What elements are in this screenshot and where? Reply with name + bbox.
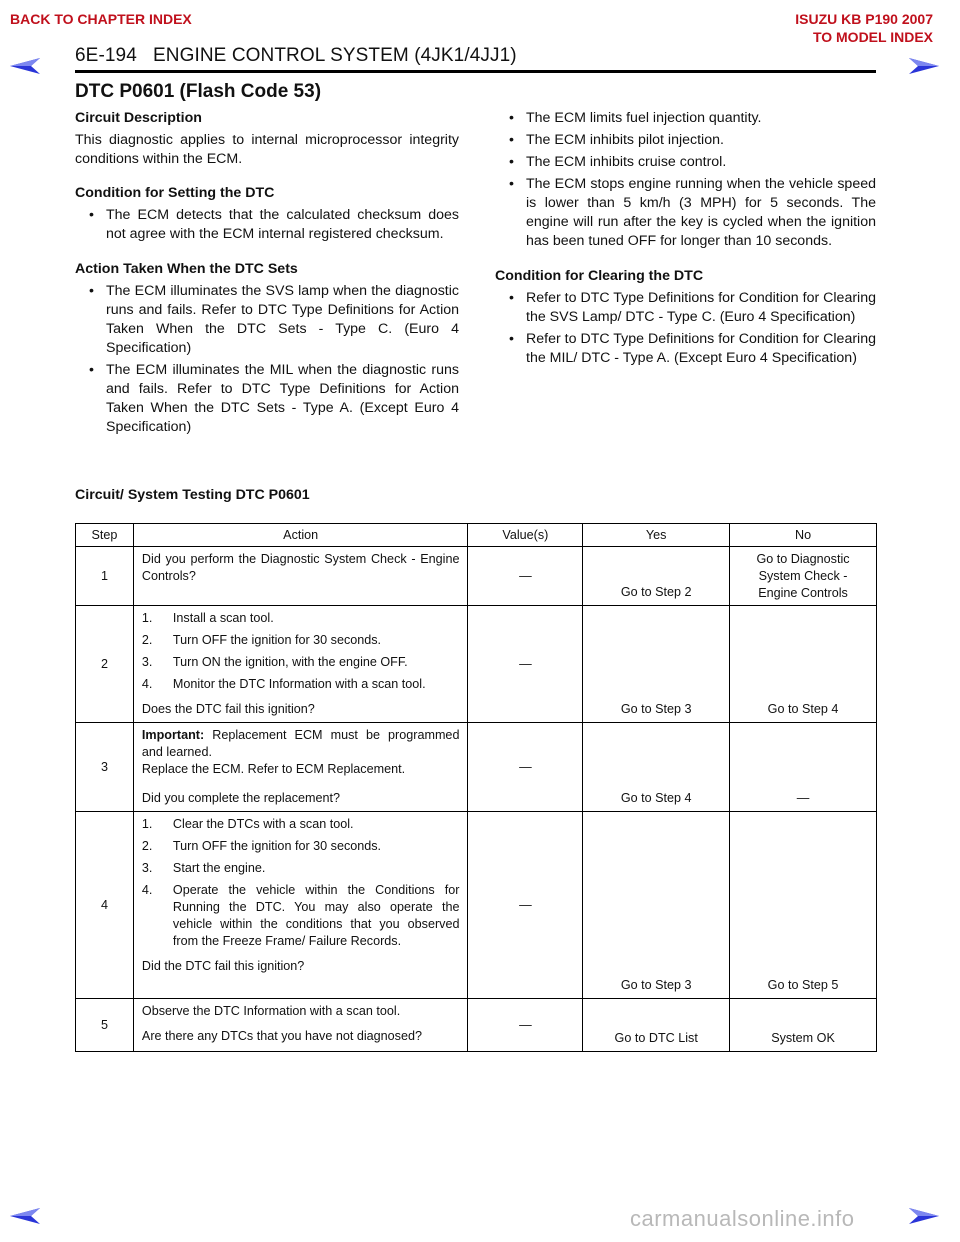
list-item: 4. Operate the vehicle within the Conditions for Running the DTC. You may also operate the vehicle within the conditions that you observed from the Freeze Frame/ Failure Records.	[141, 883, 460, 948]
step-number: 1	[76, 547, 134, 606]
action-taken-list	[75, 282, 459, 437]
step-question: Are there any DTCs that you have not diagnosed?	[141, 1029, 422, 1043]
header-rule	[75, 70, 876, 73]
right-column	[495, 109, 876, 371]
column-header-yes: Yes	[583, 524, 730, 547]
condition-clearing-list	[495, 289, 876, 368]
step-action-list	[142, 816, 460, 950]
step-value: —	[468, 547, 583, 606]
list-item: 4. Monitor the DTC Information with a scan tool.	[141, 677, 426, 691]
step-value: —	[468, 812, 583, 999]
condition-setting-heading: Condition for Setting the DTC	[75, 185, 275, 201]
left-column	[75, 109, 459, 440]
list-item: 3. Turn ON the ignition, with the engine OFF.	[141, 655, 408, 669]
table-row	[76, 606, 877, 723]
step-number: 5	[76, 999, 134, 1052]
list-item: 1. Install a scan tool.	[141, 611, 274, 625]
step-number: 3	[76, 723, 134, 812]
list-item: • The ECM illuminates the MIL when the diagnostic runs and fails. Refer to DTC Type Definitions for Action Taken When the DTC Sets - Type A. (Except Euro 4 Specification)	[75, 361, 459, 437]
list-item: • Refer to DTC Type Definitions for Condition for Clearing the SVS Lamp/ DTC - Type C. (Euro 4 Specification)	[495, 289, 876, 327]
list-item: • The ECM limits fuel injection quantity.	[495, 109, 876, 128]
step-no: Go to Step 5	[730, 812, 877, 999]
step-yes: Go to Step 2	[583, 547, 730, 606]
column-header-values: Value(s)	[468, 524, 583, 547]
table-row	[76, 723, 877, 812]
previous-page-arrow-icon[interactable]	[10, 58, 40, 74]
step-value: —	[468, 606, 583, 723]
watermark: carmanualsonline.info	[630, 1206, 855, 1231]
action-taken-heading: Action Taken When the DTC Sets	[75, 261, 298, 277]
list-item: 2. Turn OFF the ignition for 30 seconds.	[141, 633, 382, 647]
page-header-title: 6E-194 ENGINE CONTROL SYSTEM (4JK1/4JJ1)	[75, 45, 517, 66]
diagnostic-steps-table	[75, 523, 877, 1052]
list-item: 2. Turn OFF the ignition for 30 seconds.	[141, 839, 382, 853]
step-no: —	[730, 723, 877, 812]
list-item: • The ECM illuminates the SVS lamp when the diagnostic runs and fails. Refer to DTC Type Definitions for Action Taken When the DTC Sets - Type C. (Euro 4 Specification)	[75, 282, 459, 358]
back-to-chapter-index-link[interactable]: BACK TO CHAPTER INDEX	[10, 11, 192, 27]
step-number: 2	[76, 606, 134, 723]
model-name-link[interactable]: ISUZU KB P190 2007	[795, 11, 933, 27]
column-header-step: Step	[76, 524, 134, 547]
step-no: Go to Step 4	[730, 606, 877, 723]
step-yes: Go to Step 3	[583, 812, 730, 999]
important-text: Replacement ECM must be programmed and learned.	[141, 728, 460, 759]
step-question: Did the DTC fail this ignition?	[141, 959, 305, 973]
step-no: System OK	[730, 999, 877, 1052]
step-action	[133, 812, 468, 999]
step-action-text: Did you perform the Diagnostic System Check - Engine Controls?	[141, 552, 460, 583]
circuit-description-heading: Circuit Description	[75, 110, 202, 126]
table-row	[76, 812, 877, 999]
list-item: 1. Clear the DTCs with a scan tool.	[141, 817, 354, 831]
column-header-no: No	[730, 524, 877, 547]
step-yes: Go to Step 4	[583, 723, 730, 812]
list-item: • The ECM inhibits cruise control.	[495, 153, 876, 172]
step-no: Go to Diagnostic System Check - Engine Controls	[730, 547, 877, 606]
list-item: • The ECM stops engine running when the vehicle speed is lower than 5 km/h (3 MPH) for 5 seconds. The engine will run after the key is cycled when the ignition has been tuned OFF for longer than 10 seconds.	[495, 175, 876, 251]
step-action	[133, 547, 468, 606]
condition-setting-list	[75, 206, 459, 244]
previous-page-arrow-bottom-icon[interactable]	[10, 1208, 40, 1224]
step-question: Does the DTC fail this ignition?	[141, 702, 315, 716]
step-action-list	[142, 610, 460, 693]
table-row	[76, 999, 877, 1052]
step-value: —	[468, 723, 583, 812]
step-yes: Go to DTC List	[583, 999, 730, 1052]
step-action	[133, 999, 468, 1052]
step-yes: Go to Step 3	[583, 606, 730, 723]
step-action-text: Replace the ECM. Refer to ECM Replacement.	[141, 762, 406, 776]
action-taken-list-continued	[495, 109, 876, 251]
table-header-row	[76, 524, 877, 547]
step-action	[133, 723, 468, 812]
dtc-title: DTC P0601 (Flash Code 53)	[75, 81, 322, 102]
circuit-testing-heading: Circuit/ System Testing DTC P0601	[75, 487, 310, 503]
list-item: • The ECM inhibits pilot injection.	[495, 131, 876, 150]
list-item: • The ECM detects that the calculated checksum does not agree with the ECM internal registered checksum.	[75, 206, 459, 244]
list-item: • Refer to DTC Type Definitions for Condition for Clearing the MIL/ DTC - Type A. (Except Euro 4 Specification)	[495, 330, 876, 368]
important-label: Important:	[141, 728, 205, 742]
step-number: 4	[76, 812, 134, 999]
table-row	[76, 547, 877, 606]
next-page-arrow-icon[interactable]	[909, 58, 939, 74]
list-item: 3. Start the engine.	[141, 861, 266, 875]
circuit-description-text: This diagnostic applies to internal microprocessor integrity conditions within the ECM.	[75, 132, 459, 167]
step-action	[133, 606, 468, 723]
next-page-arrow-bottom-icon[interactable]	[909, 1208, 939, 1224]
step-action-text: Observe the DTC Information with a scan tool.	[141, 1004, 401, 1018]
column-header-action: Action	[133, 524, 468, 547]
to-model-index-link[interactable]: TO MODEL INDEX	[812, 29, 933, 45]
important-note	[142, 727, 460, 761]
step-value: —	[468, 999, 583, 1052]
condition-clearing-heading: Condition for Clearing the DTC	[495, 268, 704, 284]
step-question: Did you complete the replacement?	[141, 791, 341, 805]
